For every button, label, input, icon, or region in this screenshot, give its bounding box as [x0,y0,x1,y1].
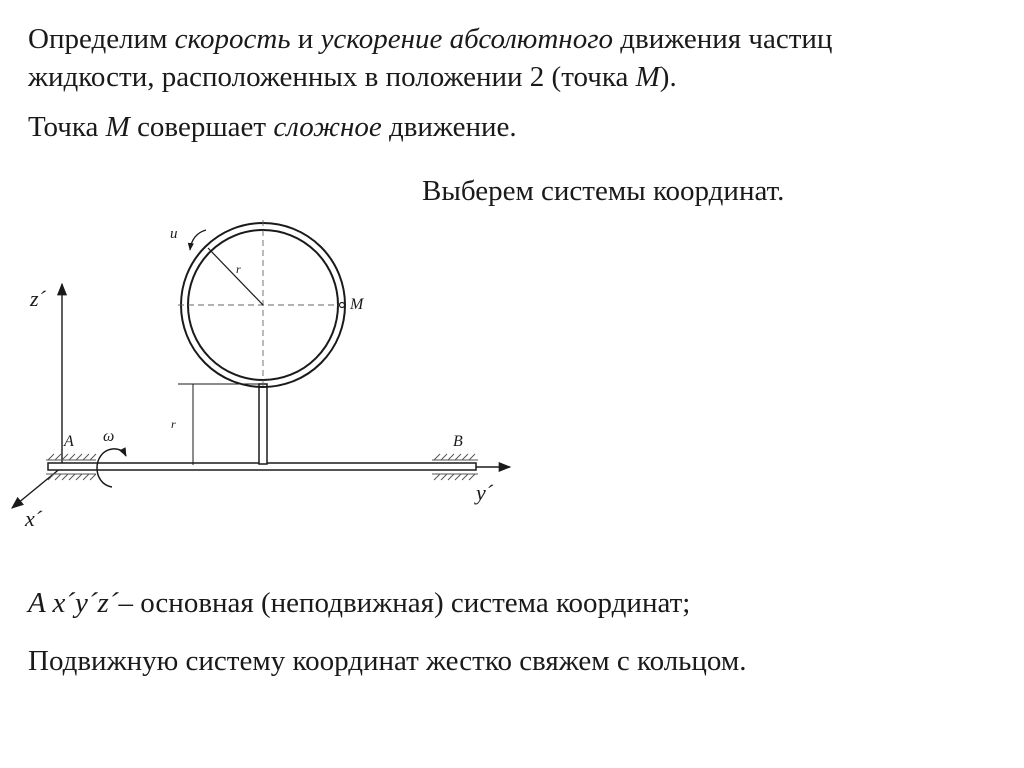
motion-text-a: Точка [28,111,106,143]
label-r-ring: r [236,262,241,276]
intro-term-velocity: скорость [174,23,291,55]
label-u: u [170,226,178,242]
intro-term-acceleration: ускорение абсолютного [320,23,614,55]
paragraph-moving-system: Подвижную систему координат жестко свяжем с кольцом. [28,645,747,677]
label-y: y´ [476,480,494,505]
motion-text-e: движение. [381,111,517,143]
fixed-system-symbol: A x´y´z´ [28,587,119,619]
label-x: x´ [25,506,43,531]
ring-radius [208,248,263,305]
label-omega: ω [103,428,115,445]
paragraph-choose-coordinates: Выберем системы координат. [422,175,785,207]
motion-term-complex: сложное [273,111,382,143]
intro-text-e: движения частиц [613,23,833,55]
ring-stem [259,384,267,464]
motion-point-m: M [105,111,130,143]
label-r-height: r [171,417,176,431]
label-z: z´ [30,286,46,311]
velocity-u-arrow [190,230,206,250]
intro-text-a: Определим [28,23,175,55]
label-m: M [350,296,364,313]
label-a: A [64,433,74,450]
motion-text-c: совершает [129,111,274,143]
point-m-marker [340,303,345,308]
intro-text-c: и [290,23,321,55]
intro-line2-c: ). [659,61,677,93]
x-axis [12,467,62,508]
intro-line2-a: жидкости, расположенных в положении 2 (точка [28,61,636,93]
label-b: B [453,433,463,450]
fixed-system-text: – основная (неподвижная) система координат; [118,587,691,619]
intro-point-m: M [635,61,660,93]
